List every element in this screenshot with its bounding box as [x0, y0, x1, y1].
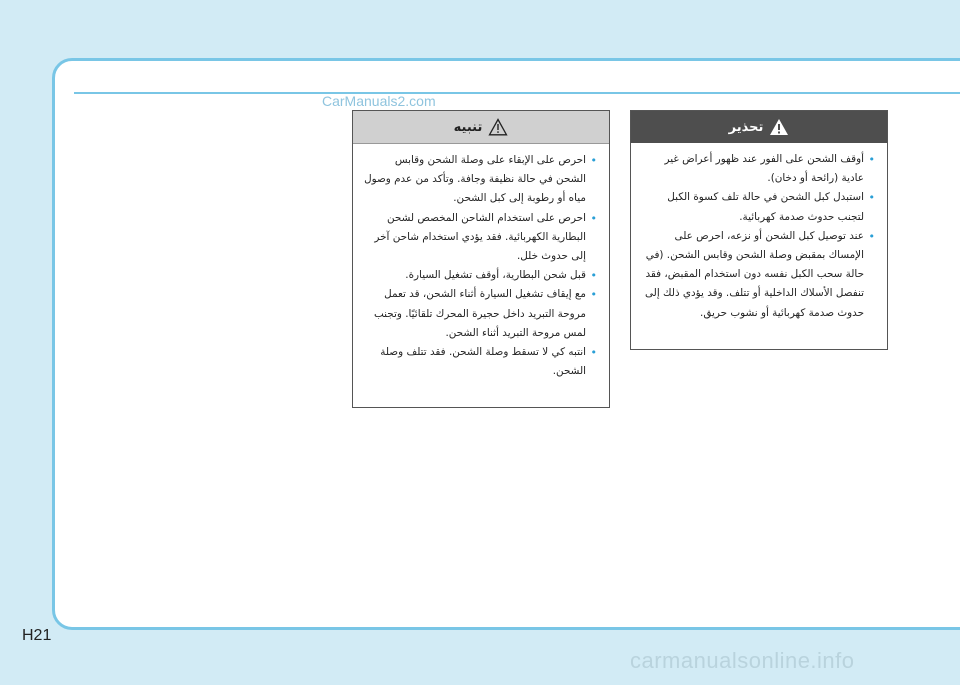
list-item: • قبل شحن البطارية، أوقف تشغيل السيارة.: [363, 266, 597, 285]
warning-list: [631, 143, 887, 329]
list-item: • عند توصيل كبل الشحن أو نزعه، احرص على الإمساك بمقبض وصلة الشحن وقابس الشحن. (في حالة سحب الكبل نفسه دون استخدام المقبض، فقد تنفصل الأسلاك الداخلية أو تتلف. وقد يؤدي ذلك إلى حدوث صدمة كهربائية أو نشوب حريق.: [641, 227, 875, 323]
page-number: H21: [22, 627, 52, 644]
caution-list: [353, 144, 609, 387]
warning-title: تحذير: [728, 119, 764, 135]
list-item: • احرص على استخدام الشاحن المخصص لشحن البطارية الكهربائية. فقد يؤدي استخدام شاحن آخر إلى حدوث خلل.: [363, 209, 597, 267]
list-item: • احرص على الإبقاء على وصلة الشحن وقابس الشحن في حالة نظيفة وجافة. وتأكد من عدم وصول مياه أو رطوبة إلى كبل الشحن.: [363, 151, 597, 209]
caution-box: [352, 110, 610, 408]
top-divider: [74, 92, 960, 94]
warning-header: [631, 111, 887, 143]
warning-box: [630, 110, 888, 350]
warning-triangle-filled-icon: [769, 118, 789, 136]
list-item: • انتبه كي لا تسقط وصلة الشحن. فقد تتلف وصلة الشحن.: [363, 343, 597, 381]
caution-header: [353, 111, 609, 144]
list-item: • أوقف الشحن على الفور عند ظهور أعراض غير عادية (رائحة أو دخان).: [641, 150, 875, 188]
watermark: CarManuals2.com: [322, 93, 436, 109]
list-item: • مع إيقاف تشغيل السيارة أثناء الشحن، قد تعمل مروحة التبريد داخل حجيرة المحرك تلقائيًا. وتجنب لمس مروحة التبريد أثناء الشحن.: [363, 285, 597, 343]
list-item: • استبدل كبل الشحن في حالة تلف كسوة الكبل لتجنب حدوث صدمة كهربائية.: [641, 188, 875, 226]
footer-watermark: carmanualsonline.info: [630, 648, 855, 673]
caution-title: تنبيه: [453, 119, 483, 135]
warning-triangle-outline-icon: [488, 118, 508, 136]
